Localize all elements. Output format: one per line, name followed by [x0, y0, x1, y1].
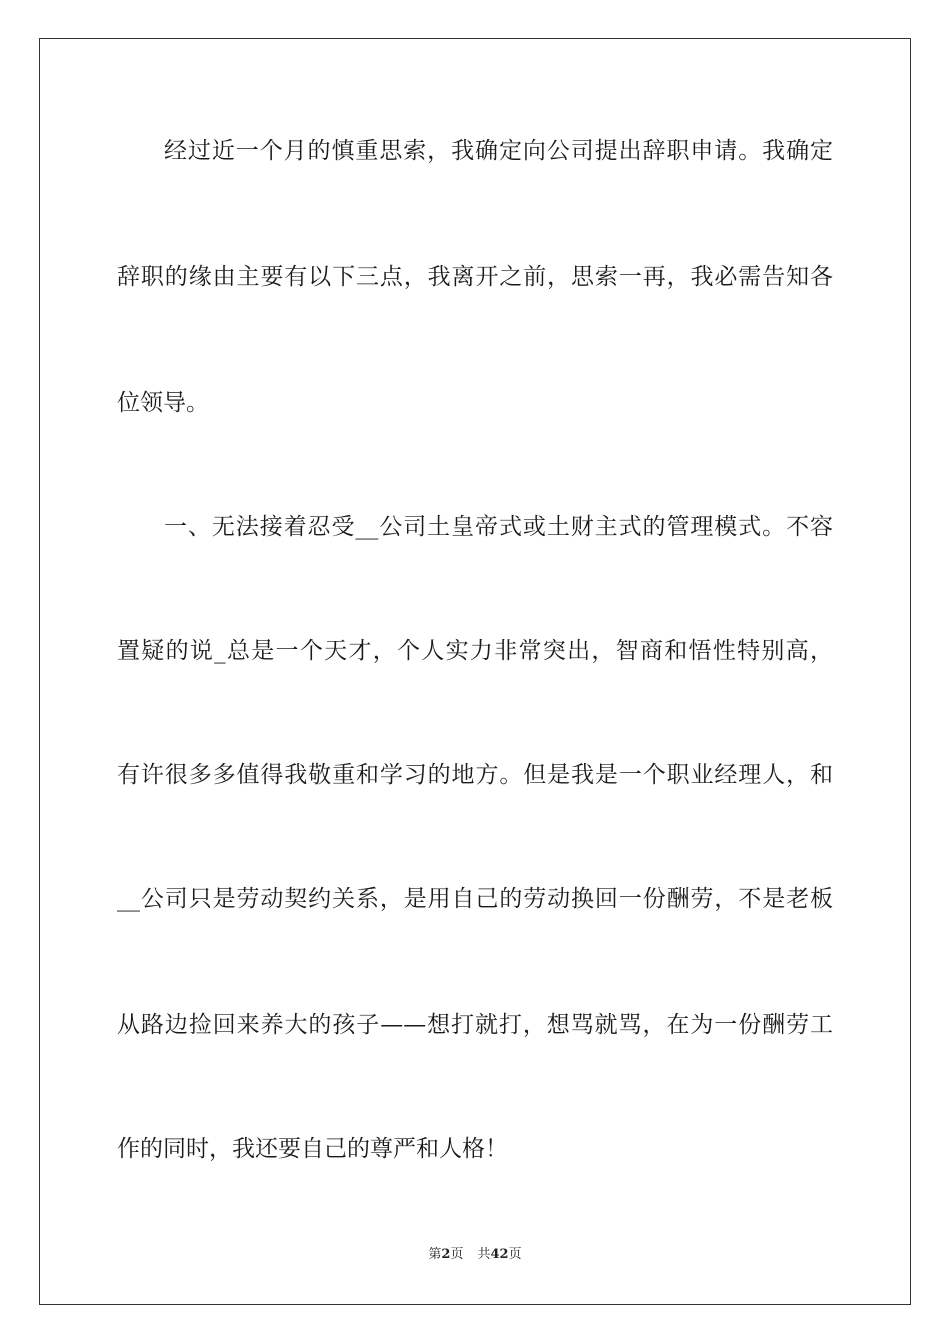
paragraph-2-line-2: 置疑的说_总是一个天才，个人实力非常突出，智商和悟性特别高，: [117, 638, 833, 664]
paragraph-1-line-1: 经过近一个月的慎重思索，我确定向公司提出辞职申请。我确定: [164, 138, 833, 164]
paragraph-2-line-4: __公司只是劳动契约关系，是用自己的劳动换回一份酬劳，不是老板: [117, 886, 833, 912]
paragraph-1-line-3: 位领导。: [117, 390, 209, 416]
total-page-count: 42: [490, 1247, 509, 1262]
page-prefix: 第: [428, 1247, 442, 1262]
page-border: [39, 38, 911, 1305]
paragraph-2-line-3: 有许很多多值得我敬重和学习的地方。但是我是一个职业经理人，和: [117, 762, 833, 788]
total-suffix: 页: [508, 1247, 522, 1262]
paragraph-2-line-5: 从路边捡回来养大的孩子——想打就打，想骂就骂，在为一份酬劳工: [117, 1012, 833, 1038]
paragraph-2-line-1: 一、无法接着忍受__公司土皇帝式或土财主式的管理模式。不容: [164, 514, 833, 540]
page-footer: [0, 1246, 950, 1264]
total-prefix: 共: [477, 1247, 491, 1262]
paragraph-2-line-6: 作的同时，我还要自己的尊严和人格！: [117, 1136, 508, 1162]
current-page-number: 2: [441, 1247, 451, 1262]
page-suffix: 页: [450, 1247, 464, 1262]
paragraph-1-line-2: 辞职的缘由主要有以下三点，我离开之前，思索一再，我必需告知各: [117, 264, 833, 290]
